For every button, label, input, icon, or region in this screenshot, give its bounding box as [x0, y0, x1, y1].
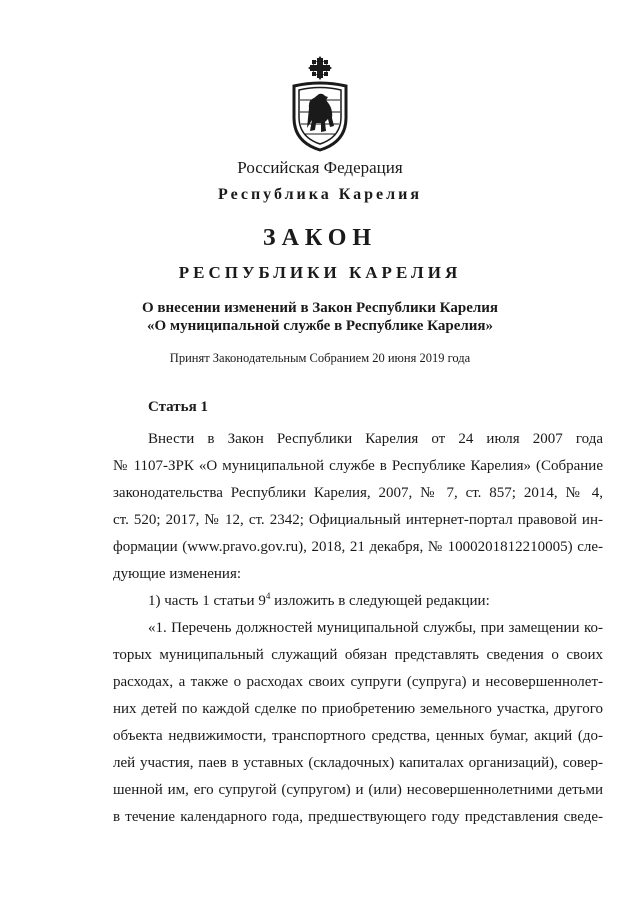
- quote-line: расходах, а также о расходах своих супруги (супруга) и несовершеннолет-: [113, 674, 603, 690]
- header-federation: Российская Федерация: [237, 158, 403, 177]
- law-subject-line-2: «О муниципальной службе в Республике Карелия»: [146, 318, 494, 334]
- law-subject-line-1: О внесении изменений в Закон Республики Карелия: [141, 300, 499, 316]
- quote-line: в течение календарного года, предшествующего году представления сведе-: [113, 809, 603, 825]
- body-line: Внести в Закон Республики Карелия от 24 июля 2007 года: [148, 431, 603, 447]
- body-line: ст. 520; 2017, № 12, ст. 2342; Официальный интернет-портал правовой ин-: [113, 512, 603, 528]
- item-1-text-after: изложить в следующей редакции:: [270, 593, 490, 609]
- article-body: [113, 426, 603, 831]
- quote-line: торых муниципальный служащий обязан представлять сведения о своих: [113, 647, 603, 663]
- item-1-line: [113, 588, 603, 615]
- quote-line: них детей по каждой сделке по приобретению земельного участка, другого: [113, 701, 603, 717]
- law-subtitle: РЕСПУБЛИКИ КАРЕЛИЯ: [178, 263, 462, 282]
- quote-line: лей участия, паев в уставных (складочных) капиталах организаций), совер-: [113, 755, 603, 771]
- body-line: законодательства Республики Карелия, 2007, № 7, ст. 857; 2014, № 4,: [113, 485, 603, 501]
- quote-line: «1. Перечень должностей муниципальной службы, при замещении ко-: [148, 620, 603, 636]
- karelia-coat-of-arms-icon: [290, 56, 350, 152]
- law-title: ЗАКОН: [262, 225, 378, 251]
- item-1-text: 1) часть 1 статьи 9: [148, 593, 266, 609]
- adoption-date: Принят Законодательным Собранием 20 июня 2019 года: [169, 351, 471, 365]
- body-line: дующие изменения:: [113, 566, 242, 582]
- body-line: № 1107-ЗРК «О муниципальной службе в Республике Карелия» (Собрание: [113, 458, 603, 474]
- article-heading: Статья 1: [148, 399, 208, 415]
- item-1-superscript: 4: [265, 591, 271, 601]
- quote-line: шенной им, его супругой (супругом) и (или) несовершеннолетними детьми: [113, 782, 603, 798]
- header-republic: Республика Карелия: [218, 186, 422, 203]
- body-line: формации (www.pravo.gov.ru), 2018, 21 декабря, № 1000201812210005) сле-: [113, 539, 603, 555]
- quote-line: объекта недвижимости, транспортного средства, ценных бумаг, акций (до-: [113, 728, 603, 744]
